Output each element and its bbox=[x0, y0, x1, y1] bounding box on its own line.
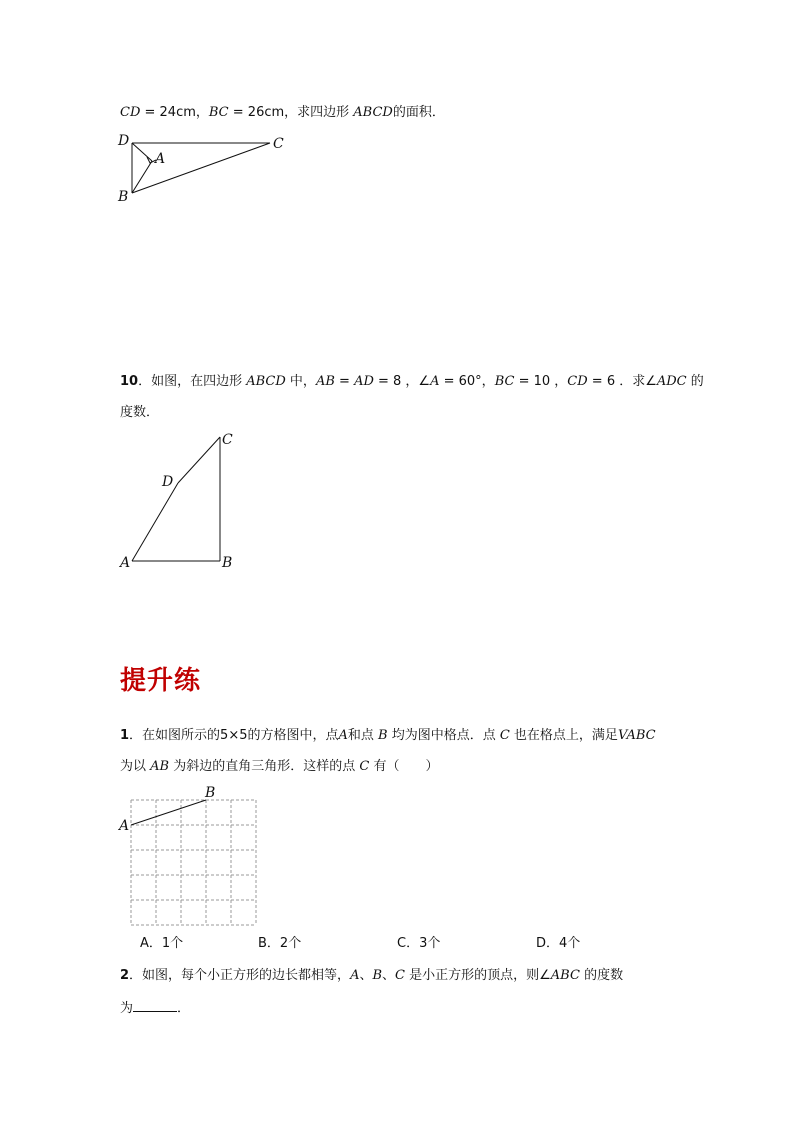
q10-eq1: = bbox=[334, 374, 355, 389]
var-a: A bbox=[430, 374, 440, 389]
var-c: C bbox=[395, 968, 405, 983]
option-c[interactable]: C．3个 bbox=[397, 936, 441, 951]
p2-sep1: 、 bbox=[359, 968, 373, 983]
label-c: C bbox=[222, 432, 233, 448]
var-cd: CD bbox=[120, 105, 141, 120]
p2-part2: 是小正方形的顶点，则∠ bbox=[405, 968, 551, 983]
p1-part1: ．在如图所示的5×5的方格图中，点 bbox=[129, 728, 339, 743]
label-b: B bbox=[222, 555, 233, 571]
q10-text-line2: 度数． bbox=[120, 405, 160, 420]
label-d: D bbox=[162, 474, 174, 490]
var-cd: CD bbox=[567, 374, 588, 389]
p1-text-line2 bbox=[120, 757, 438, 777]
p1-grid-figure bbox=[115, 783, 265, 928]
label-a: A bbox=[120, 555, 131, 571]
p2-text-line2 bbox=[120, 997, 190, 1019]
answer-blank[interactable] bbox=[133, 997, 177, 1012]
p2-line2-a: 为 bbox=[120, 1001, 134, 1016]
label-a: A bbox=[119, 818, 130, 834]
label-a: A bbox=[155, 151, 166, 167]
p1-part2: 和点 bbox=[347, 728, 379, 743]
option-a[interactable]: A．1个 bbox=[140, 936, 184, 951]
p1-part4: 也在格点上，满足 bbox=[509, 728, 618, 743]
var-a: A bbox=[350, 968, 360, 983]
q10-eq2: = 8 ，∠ bbox=[373, 374, 431, 389]
q10-eq4: = 10 ， bbox=[514, 374, 568, 389]
var-vabc: VABC bbox=[617, 728, 656, 743]
var-bc: BC bbox=[494, 374, 515, 389]
p2-line2-b: ． bbox=[177, 1001, 191, 1016]
p2-text bbox=[120, 966, 623, 986]
var-abc: ABC bbox=[550, 968, 580, 983]
label-c: C bbox=[273, 136, 284, 152]
q9-tail: 的面积． bbox=[392, 105, 445, 120]
q10-figure bbox=[112, 425, 247, 575]
q10-eq5: = 6 ．求∠ bbox=[587, 374, 657, 389]
p1-line2-b: 为斜边的直角三角形．这样的点 bbox=[169, 759, 360, 774]
q10-eq3: = 60°， bbox=[439, 374, 495, 389]
q10-part1: ．如图，在四边形 bbox=[138, 374, 247, 389]
p1-line2-c: 有（ ） bbox=[369, 759, 439, 774]
p1-number: 1 bbox=[120, 728, 130, 743]
var-abcd: ABCD bbox=[353, 105, 393, 120]
var-ab: AB bbox=[315, 374, 335, 389]
label-b: B bbox=[118, 189, 129, 205]
var-ad: AD bbox=[354, 374, 374, 389]
p2-part1: ．如图，每个小正方形的边长都相等， bbox=[129, 968, 351, 983]
q10-text bbox=[120, 372, 704, 392]
p2-sep2: 、 bbox=[382, 968, 396, 983]
var-bc: BC bbox=[208, 105, 229, 120]
q10-number: 10 bbox=[120, 374, 139, 389]
q9-text bbox=[120, 103, 445, 123]
q9-figure bbox=[112, 130, 297, 205]
q9-bc-value: = 26cm，求四边形 bbox=[228, 105, 354, 120]
var-c: C bbox=[359, 759, 370, 774]
label-b: B bbox=[205, 785, 216, 801]
var-c: C bbox=[499, 728, 510, 743]
option-b[interactable]: B．2个 bbox=[258, 936, 302, 951]
q10-tail: 的 bbox=[686, 374, 704, 389]
var-adc: ADC bbox=[656, 374, 687, 389]
var-b: B bbox=[372, 968, 383, 983]
p1-part3: 均为图中格点．点 bbox=[387, 728, 500, 743]
p2-part3: 的度数 bbox=[579, 968, 624, 983]
var-ab: AB bbox=[150, 759, 170, 774]
p1-line2-a: 为以 bbox=[120, 759, 151, 774]
var-a: A bbox=[338, 728, 348, 743]
section-title: 提升练 bbox=[120, 666, 202, 696]
label-d: D bbox=[118, 133, 130, 149]
var-b: B bbox=[378, 728, 388, 743]
p2-number: 2 bbox=[120, 968, 130, 983]
p1-text bbox=[120, 726, 656, 746]
var-abcd: ABCD bbox=[246, 374, 286, 389]
q9-cd-value: = 24cm， bbox=[140, 105, 209, 120]
option-d[interactable]: D．4个 bbox=[536, 936, 581, 951]
q10-part2: 中， bbox=[285, 374, 316, 389]
